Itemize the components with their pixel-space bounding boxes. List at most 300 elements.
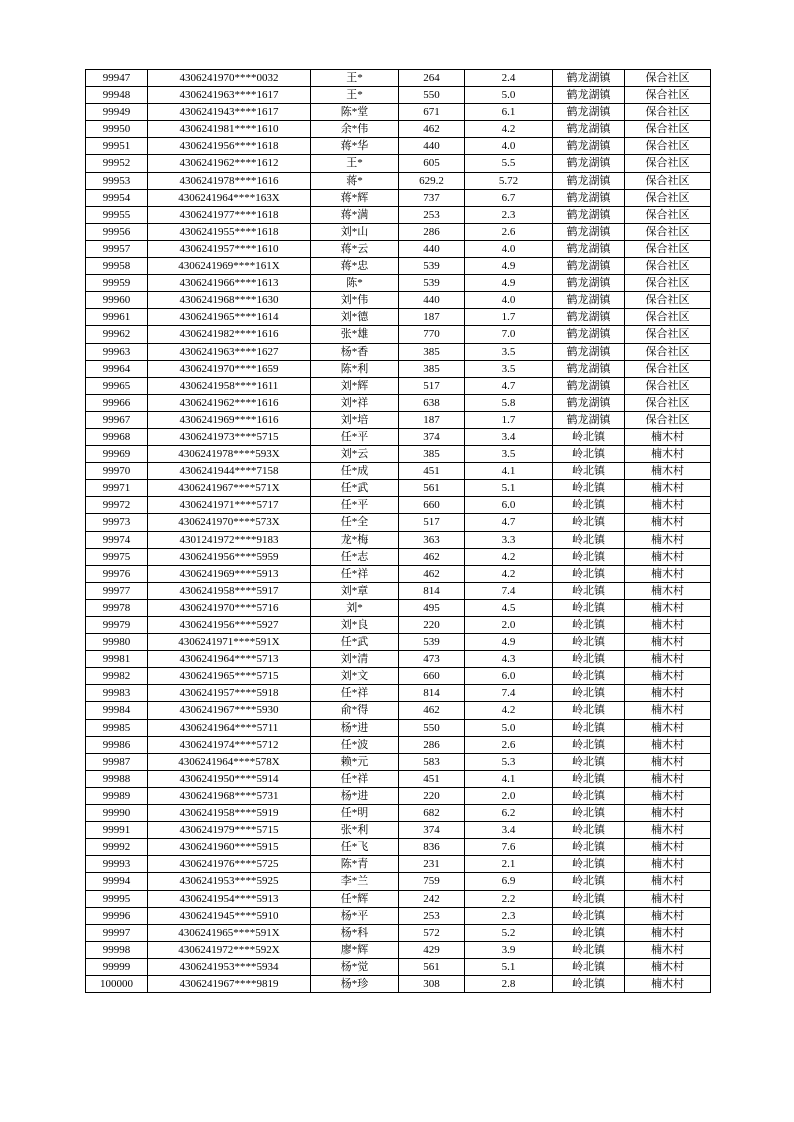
cell-serial: 99963 xyxy=(86,343,148,360)
cell-amount: 629.2 xyxy=(399,172,465,189)
cell-serial: 99980 xyxy=(86,634,148,651)
cell-id-number: 4306241967****9819 xyxy=(148,975,311,992)
table-body xyxy=(86,70,711,993)
cell-id-number: 4301241972****9183 xyxy=(148,531,311,548)
cell-village: 保合社区 xyxy=(625,70,711,87)
table-row xyxy=(86,343,711,360)
cell-name: 任*明 xyxy=(311,805,399,822)
cell-id-number: 4306241963****1627 xyxy=(148,343,311,360)
cell-amount: 671 xyxy=(399,104,465,121)
table-row xyxy=(86,787,711,804)
cell-town: 鹤龙湖镇 xyxy=(553,292,625,309)
cell-rate: 5.0 xyxy=(465,719,553,736)
cell-village: 楠木村 xyxy=(625,975,711,992)
cell-town: 岭北镇 xyxy=(553,651,625,668)
table-row xyxy=(86,890,711,907)
cell-amount: 385 xyxy=(399,446,465,463)
cell-amount: 253 xyxy=(399,206,465,223)
cell-amount: 451 xyxy=(399,770,465,787)
cell-town: 鹤龙湖镇 xyxy=(553,155,625,172)
cell-village: 保合社区 xyxy=(625,343,711,360)
cell-name: 刘*云 xyxy=(311,446,399,463)
cell-town: 岭北镇 xyxy=(553,514,625,531)
cell-id-number: 4306241964****163X xyxy=(148,189,311,206)
cell-serial: 99975 xyxy=(86,548,148,565)
cell-rate: 6.1 xyxy=(465,104,553,121)
cell-amount: 440 xyxy=(399,138,465,155)
cell-town: 鹤龙湖镇 xyxy=(553,206,625,223)
cell-id-number: 4306241973****5715 xyxy=(148,428,311,445)
cell-amount: 550 xyxy=(399,719,465,736)
cell-village: 保合社区 xyxy=(625,309,711,326)
cell-rate: 6.2 xyxy=(465,805,553,822)
cell-id-number: 4306241965****591X xyxy=(148,924,311,941)
cell-name: 蒋*云 xyxy=(311,240,399,257)
cell-village: 保合社区 xyxy=(625,138,711,155)
cell-id-number: 4306241964****5711 xyxy=(148,719,311,736)
cell-name: 陈*利 xyxy=(311,360,399,377)
cell-amount: 682 xyxy=(399,805,465,822)
table-row xyxy=(86,70,711,87)
cell-name: 杨*平 xyxy=(311,907,399,924)
cell-village: 楠木村 xyxy=(625,736,711,753)
cell-village: 保合社区 xyxy=(625,206,711,223)
cell-serial: 99991 xyxy=(86,822,148,839)
cell-name: 任*志 xyxy=(311,548,399,565)
table-row xyxy=(86,121,711,138)
cell-amount: 814 xyxy=(399,582,465,599)
cell-amount: 462 xyxy=(399,548,465,565)
cell-village: 保合社区 xyxy=(625,360,711,377)
cell-rate: 2.2 xyxy=(465,890,553,907)
cell-name: 刘* xyxy=(311,599,399,616)
cell-id-number: 4306241953****5934 xyxy=(148,958,311,975)
cell-village: 楠木村 xyxy=(625,890,711,907)
table-row xyxy=(86,565,711,582)
cell-id-number: 4306241958****5919 xyxy=(148,805,311,822)
table-row xyxy=(86,822,711,839)
cell-town: 鹤龙湖镇 xyxy=(553,275,625,292)
cell-town: 岭北镇 xyxy=(553,463,625,480)
cell-id-number: 4306241955****1618 xyxy=(148,223,311,240)
cell-name: 任*武 xyxy=(311,634,399,651)
cell-rate: 2.0 xyxy=(465,787,553,804)
cell-id-number: 4306241969****5913 xyxy=(148,565,311,582)
cell-town: 岭北镇 xyxy=(553,753,625,770)
cell-amount: 517 xyxy=(399,514,465,531)
cell-town: 岭北镇 xyxy=(553,958,625,975)
cell-town: 鹤龙湖镇 xyxy=(553,377,625,394)
cell-amount: 440 xyxy=(399,292,465,309)
cell-rate: 4.9 xyxy=(465,258,553,275)
cell-town: 岭北镇 xyxy=(553,531,625,548)
cell-rate: 6.0 xyxy=(465,497,553,514)
cell-village: 楠木村 xyxy=(625,565,711,582)
cell-serial: 99972 xyxy=(86,497,148,514)
cell-village: 保合社区 xyxy=(625,292,711,309)
cell-village: 保合社区 xyxy=(625,411,711,428)
cell-serial: 99961 xyxy=(86,309,148,326)
cell-rate: 5.72 xyxy=(465,172,553,189)
cell-name: 刘*伟 xyxy=(311,292,399,309)
cell-rate: 4.2 xyxy=(465,548,553,565)
cell-serial: 99994 xyxy=(86,873,148,890)
cell-id-number: 4306241950****5914 xyxy=(148,770,311,787)
cell-amount: 605 xyxy=(399,155,465,172)
cell-rate: 3.3 xyxy=(465,531,553,548)
cell-serial: 99949 xyxy=(86,104,148,121)
cell-name: 王* xyxy=(311,155,399,172)
cell-amount: 286 xyxy=(399,223,465,240)
cell-town: 岭北镇 xyxy=(553,941,625,958)
table-row xyxy=(86,172,711,189)
cell-id-number: 4306241979****5715 xyxy=(148,822,311,839)
cell-village: 保合社区 xyxy=(625,155,711,172)
table-row xyxy=(86,839,711,856)
cell-amount: 286 xyxy=(399,736,465,753)
table-row xyxy=(86,138,711,155)
cell-id-number: 4306241966****1613 xyxy=(148,275,311,292)
cell-id-number: 4306241957****1610 xyxy=(148,240,311,257)
table-row xyxy=(86,189,711,206)
cell-amount: 561 xyxy=(399,958,465,975)
table-row xyxy=(86,907,711,924)
table-row xyxy=(86,258,711,275)
cell-rate: 3.5 xyxy=(465,446,553,463)
cell-name: 陈* xyxy=(311,275,399,292)
cell-rate: 3.4 xyxy=(465,428,553,445)
cell-amount: 660 xyxy=(399,497,465,514)
cell-id-number: 4306241956****5959 xyxy=(148,548,311,565)
cell-village: 楠木村 xyxy=(625,668,711,685)
cell-rate: 4.5 xyxy=(465,599,553,616)
cell-rate: 4.3 xyxy=(465,651,553,668)
cell-serial: 99989 xyxy=(86,787,148,804)
cell-town: 岭北镇 xyxy=(553,805,625,822)
table-row xyxy=(86,856,711,873)
cell-town: 鹤龙湖镇 xyxy=(553,258,625,275)
cell-amount: 385 xyxy=(399,343,465,360)
cell-rate: 2.6 xyxy=(465,223,553,240)
cell-amount: 363 xyxy=(399,531,465,548)
table-row xyxy=(86,155,711,172)
cell-name: 刘*良 xyxy=(311,617,399,634)
cell-id-number: 4306241956****5927 xyxy=(148,617,311,634)
cell-amount: 253 xyxy=(399,907,465,924)
cell-village: 保合社区 xyxy=(625,240,711,257)
cell-amount: 473 xyxy=(399,651,465,668)
table-row xyxy=(86,634,711,651)
cell-town: 岭北镇 xyxy=(553,565,625,582)
cell-town: 鹤龙湖镇 xyxy=(553,394,625,411)
cell-rate: 4.0 xyxy=(465,138,553,155)
cell-id-number: 4306241970****1659 xyxy=(148,360,311,377)
cell-town: 鹤龙湖镇 xyxy=(553,223,625,240)
cell-village: 楠木村 xyxy=(625,617,711,634)
cell-id-number: 4306241960****5915 xyxy=(148,839,311,856)
cell-town: 岭北镇 xyxy=(553,599,625,616)
cell-village: 楠木村 xyxy=(625,822,711,839)
cell-amount: 517 xyxy=(399,377,465,394)
table-row xyxy=(86,206,711,223)
cell-serial: 99959 xyxy=(86,275,148,292)
cell-village: 楠木村 xyxy=(625,907,711,924)
cell-serial: 100000 xyxy=(86,975,148,992)
cell-town: 岭北镇 xyxy=(553,839,625,856)
table-row xyxy=(86,548,711,565)
cell-serial: 99950 xyxy=(86,121,148,138)
cell-name: 任*武 xyxy=(311,480,399,497)
cell-amount: 462 xyxy=(399,121,465,138)
cell-rate: 6.0 xyxy=(465,668,553,685)
cell-serial: 99997 xyxy=(86,924,148,941)
cell-amount: 770 xyxy=(399,326,465,343)
cell-village: 楠木村 xyxy=(625,548,711,565)
cell-serial: 99974 xyxy=(86,531,148,548)
table-row xyxy=(86,104,711,121)
cell-village: 保合社区 xyxy=(625,104,711,121)
table-row xyxy=(86,668,711,685)
cell-amount: 561 xyxy=(399,480,465,497)
cell-id-number: 4306241967****5930 xyxy=(148,702,311,719)
cell-rate: 2.1 xyxy=(465,856,553,873)
cell-id-number: 4306241962****1616 xyxy=(148,394,311,411)
cell-name: 刘*培 xyxy=(311,411,399,428)
cell-rate: 2.4 xyxy=(465,70,553,87)
table-row xyxy=(86,309,711,326)
cell-id-number: 4306241971****5717 xyxy=(148,497,311,514)
cell-id-number: 4306241967****571X xyxy=(148,480,311,497)
cell-name: 陈*青 xyxy=(311,856,399,873)
cell-serial: 99990 xyxy=(86,805,148,822)
cell-id-number: 4306241969****1616 xyxy=(148,411,311,428)
cell-rate: 2.0 xyxy=(465,617,553,634)
cell-name: 王* xyxy=(311,87,399,104)
cell-amount: 759 xyxy=(399,873,465,890)
cell-amount: 539 xyxy=(399,275,465,292)
cell-serial: 99956 xyxy=(86,223,148,240)
cell-village: 保合社区 xyxy=(625,121,711,138)
cell-serial: 99965 xyxy=(86,377,148,394)
cell-village: 楠木村 xyxy=(625,839,711,856)
cell-name: 杨*觉 xyxy=(311,958,399,975)
cell-town: 岭北镇 xyxy=(553,702,625,719)
cell-town: 岭北镇 xyxy=(553,617,625,634)
cell-town: 岭北镇 xyxy=(553,907,625,924)
cell-serial: 99987 xyxy=(86,753,148,770)
table-row xyxy=(86,497,711,514)
cell-name: 杨*进 xyxy=(311,787,399,804)
table-row xyxy=(86,514,711,531)
cell-rate: 4.1 xyxy=(465,463,553,480)
cell-name: 俞*得 xyxy=(311,702,399,719)
cell-village: 保合社区 xyxy=(625,258,711,275)
cell-name: 陈*堂 xyxy=(311,104,399,121)
cell-name: 刘*清 xyxy=(311,651,399,668)
cell-amount: 374 xyxy=(399,428,465,445)
cell-rate: 2.8 xyxy=(465,975,553,992)
cell-serial: 99971 xyxy=(86,480,148,497)
cell-town: 鹤龙湖镇 xyxy=(553,121,625,138)
table-row xyxy=(86,958,711,975)
cell-amount: 187 xyxy=(399,411,465,428)
cell-id-number: 4306241970****573X xyxy=(148,514,311,531)
cell-amount: 440 xyxy=(399,240,465,257)
table-row xyxy=(86,941,711,958)
cell-town: 鹤龙湖镇 xyxy=(553,343,625,360)
cell-village: 楠木村 xyxy=(625,787,711,804)
cell-id-number: 4306241972****592X xyxy=(148,941,311,958)
cell-town: 岭北镇 xyxy=(553,770,625,787)
cell-town: 鹤龙湖镇 xyxy=(553,172,625,189)
cell-town: 岭北镇 xyxy=(553,924,625,941)
cell-id-number: 4306241982****1616 xyxy=(148,326,311,343)
table-row xyxy=(86,87,711,104)
cell-rate: 2.6 xyxy=(465,736,553,753)
cell-name: 任*祥 xyxy=(311,770,399,787)
table-row xyxy=(86,394,711,411)
cell-village: 楠木村 xyxy=(625,446,711,463)
cell-serial: 99967 xyxy=(86,411,148,428)
cell-amount: 220 xyxy=(399,787,465,804)
cell-serial: 99973 xyxy=(86,514,148,531)
cell-town: 鹤龙湖镇 xyxy=(553,189,625,206)
cell-rate: 5.2 xyxy=(465,924,553,941)
cell-name: 任*平 xyxy=(311,428,399,445)
cell-village: 楠木村 xyxy=(625,958,711,975)
cell-town: 鹤龙湖镇 xyxy=(553,87,625,104)
table-row xyxy=(86,480,711,497)
cell-village: 保合社区 xyxy=(625,377,711,394)
table-row xyxy=(86,719,711,736)
cell-village: 楠木村 xyxy=(625,463,711,480)
cell-name: 任*辉 xyxy=(311,890,399,907)
cell-rate: 4.0 xyxy=(465,292,553,309)
cell-town: 岭北镇 xyxy=(553,497,625,514)
table-row xyxy=(86,582,711,599)
cell-town: 岭北镇 xyxy=(553,719,625,736)
cell-name: 张*雄 xyxy=(311,326,399,343)
table-row xyxy=(86,873,711,890)
cell-village: 保合社区 xyxy=(625,172,711,189)
cell-serial: 99992 xyxy=(86,839,148,856)
cell-serial: 99982 xyxy=(86,668,148,685)
table-row xyxy=(86,599,711,616)
cell-rate: 4.2 xyxy=(465,565,553,582)
cell-village: 楠木村 xyxy=(625,685,711,702)
cell-name: 廖*辉 xyxy=(311,941,399,958)
cell-village: 楠木村 xyxy=(625,514,711,531)
cell-rate: 7.0 xyxy=(465,326,553,343)
cell-id-number: 4306241963****1617 xyxy=(148,87,311,104)
cell-name: 赖*元 xyxy=(311,753,399,770)
table-row xyxy=(86,975,711,992)
cell-rate: 4.2 xyxy=(465,121,553,138)
cell-village: 保合社区 xyxy=(625,223,711,240)
cell-id-number: 4306241968****1630 xyxy=(148,292,311,309)
table-row xyxy=(86,377,711,394)
cell-amount: 836 xyxy=(399,839,465,856)
cell-village: 楠木村 xyxy=(625,634,711,651)
cell-serial: 99957 xyxy=(86,240,148,257)
cell-name: 李*兰 xyxy=(311,873,399,890)
cell-name: 杨*进 xyxy=(311,719,399,736)
cell-rate: 1.7 xyxy=(465,309,553,326)
cell-serial: 99964 xyxy=(86,360,148,377)
cell-village: 楠木村 xyxy=(625,702,711,719)
cell-name: 蒋*忠 xyxy=(311,258,399,275)
cell-name: 蒋*华 xyxy=(311,138,399,155)
cell-serial: 99981 xyxy=(86,651,148,668)
cell-rate: 4.1 xyxy=(465,770,553,787)
table-row xyxy=(86,702,711,719)
cell-serial: 99955 xyxy=(86,206,148,223)
cell-village: 楠木村 xyxy=(625,941,711,958)
data-table xyxy=(85,69,711,993)
table-row xyxy=(86,463,711,480)
table-row xyxy=(86,685,711,702)
cell-serial: 99968 xyxy=(86,428,148,445)
cell-amount: 220 xyxy=(399,617,465,634)
cell-village: 楠木村 xyxy=(625,805,711,822)
table-row xyxy=(86,924,711,941)
cell-id-number: 4306241965****1614 xyxy=(148,309,311,326)
cell-town: 岭北镇 xyxy=(553,822,625,839)
cell-village: 保合社区 xyxy=(625,394,711,411)
cell-id-number: 4306241958****5917 xyxy=(148,582,311,599)
cell-village: 楠木村 xyxy=(625,924,711,941)
cell-rate: 5.1 xyxy=(465,958,553,975)
cell-rate: 2.3 xyxy=(465,907,553,924)
cell-serial: 99969 xyxy=(86,446,148,463)
cell-town: 鹤龙湖镇 xyxy=(553,360,625,377)
cell-town: 鹤龙湖镇 xyxy=(553,104,625,121)
cell-rate: 3.9 xyxy=(465,941,553,958)
cell-name: 龙*梅 xyxy=(311,531,399,548)
cell-town: 鹤龙湖镇 xyxy=(553,411,625,428)
cell-id-number: 4306241957****5918 xyxy=(148,685,311,702)
cell-serial: 99958 xyxy=(86,258,148,275)
cell-rate: 4.9 xyxy=(465,275,553,292)
cell-town: 岭北镇 xyxy=(553,685,625,702)
table-row xyxy=(86,240,711,257)
cell-amount: 429 xyxy=(399,941,465,958)
cell-town: 岭北镇 xyxy=(553,446,625,463)
cell-serial: 99985 xyxy=(86,719,148,736)
cell-rate: 7.4 xyxy=(465,685,553,702)
cell-name: 任*祥 xyxy=(311,565,399,582)
table-row xyxy=(86,736,711,753)
cell-amount: 308 xyxy=(399,975,465,992)
cell-town: 岭北镇 xyxy=(553,736,625,753)
cell-amount: 451 xyxy=(399,463,465,480)
cell-amount: 385 xyxy=(399,360,465,377)
cell-village: 楠木村 xyxy=(625,873,711,890)
cell-rate: 6.7 xyxy=(465,189,553,206)
cell-town: 岭北镇 xyxy=(553,787,625,804)
cell-id-number: 4306241969****161X xyxy=(148,258,311,275)
cell-serial: 99995 xyxy=(86,890,148,907)
cell-amount: 638 xyxy=(399,394,465,411)
cell-town: 岭北镇 xyxy=(553,480,625,497)
cell-name: 杨*珍 xyxy=(311,975,399,992)
table-row xyxy=(86,446,711,463)
cell-serial: 99952 xyxy=(86,155,148,172)
cell-amount: 550 xyxy=(399,87,465,104)
cell-amount: 539 xyxy=(399,258,465,275)
table-row xyxy=(86,292,711,309)
cell-town: 岭北镇 xyxy=(553,428,625,445)
